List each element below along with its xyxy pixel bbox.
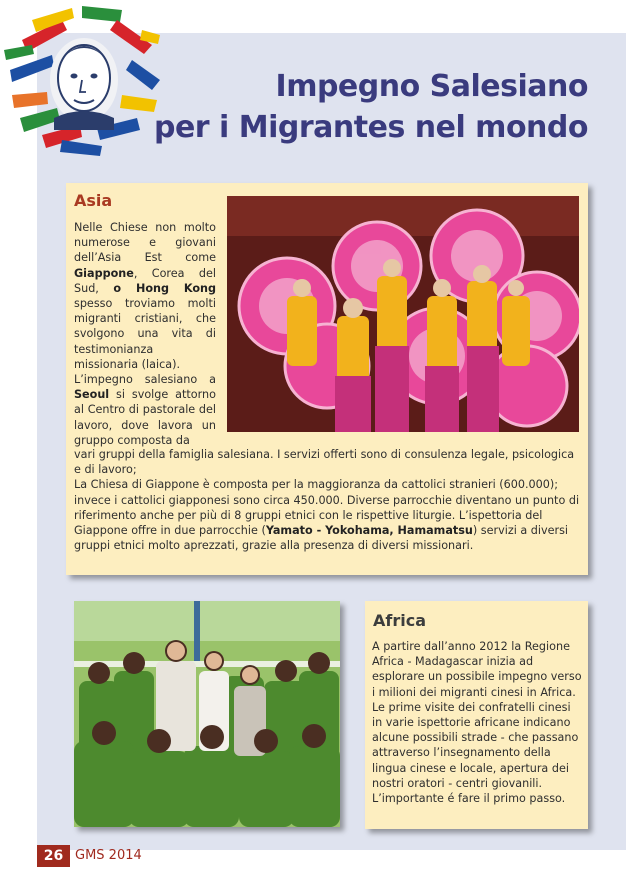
asia-bold-giappone: Giappone	[74, 266, 134, 280]
asia-paragraph-1	[74, 220, 216, 372]
asia-text-span: , Corea del Sud,	[74, 266, 216, 295]
asia-left-text	[74, 220, 216, 448]
asia-text-span: si svolge attorno al Centro di pastorale del lavoro, dove lavora un gruppo composta da	[74, 388, 216, 447]
africa-paragraph-1: A partire dall’anno 2012 la Regione Africa - Madagascar inizia ad esplorare un possibile impegno verso i milioni dei migranti cinesi in Africa. Le prime visite dei confratelli cinesi in varie ispettorie africane indicano alcune possibili strade - che passano attraverso l’insegnamento della lingua cinese e locale, apertura dei nostri oratori - centri giovanili.	[372, 640, 582, 790]
asia-paragraph-4	[74, 477, 582, 553]
title-line-2: per i Migrantes nel mondo	[153, 110, 588, 145]
asia-heading: Asia	[74, 191, 113, 210]
asia-fan-dance-photo	[227, 196, 579, 432]
africa-group-photo	[74, 601, 340, 827]
asia-text-span: La Chiesa di Giappone è composta per la maggioranza da cattolici stranieri (600.000); invece i cattolici giapponesi sono circa 450.000. Diverse parrocchie diventano un punto di riferimento anche per più di 8 gruppi etnici con le rispettive liturgie. L’ispettoria del Giappone offre in due parrocchie (	[74, 478, 580, 538]
page-title	[154, 66, 588, 148]
asia-bottom-text	[74, 447, 582, 553]
don-bosco-flags-logo-icon	[2, 0, 162, 160]
asia-text-span: L’impegno salesiano a	[74, 373, 216, 387]
title-line-1: Impegno Salesiano	[275, 69, 588, 104]
asia-paragraph-2	[74, 372, 216, 448]
asia-text-span: ) servizi a diversi gruppi etnici molto aprezzati, grazie alla presenza di diversi missionari.	[74, 524, 569, 553]
asia-text-span: spesso troviamo molti migranti cristiani, che svolgono una vita di testimonianza missionaria (laica).	[74, 297, 216, 371]
asia-bold-hongkong: o Hong Kong	[113, 281, 216, 295]
journal-name: GMS 2014	[75, 848, 142, 863]
africa-paragraph-2: L’importante é fare il primo passo.	[372, 792, 566, 806]
page-number: 26	[37, 845, 70, 867]
africa-text	[372, 639, 583, 806]
africa-heading: Africa	[373, 611, 426, 630]
asia-bold-seoul: Seoul	[74, 388, 110, 402]
asia-text-span: Nelle Chiese non molto numerose e giovani dell’Asia Est come	[74, 221, 216, 265]
asia-bold-parishes: Yamato - Yokohama, Hamamatsu	[265, 524, 473, 538]
asia-paragraph-3: vari gruppi della famiglia salesiana. I servizi offerti sono di consulenza legale, psicologica e di lavoro;	[74, 448, 575, 477]
africa-section	[365, 601, 588, 829]
